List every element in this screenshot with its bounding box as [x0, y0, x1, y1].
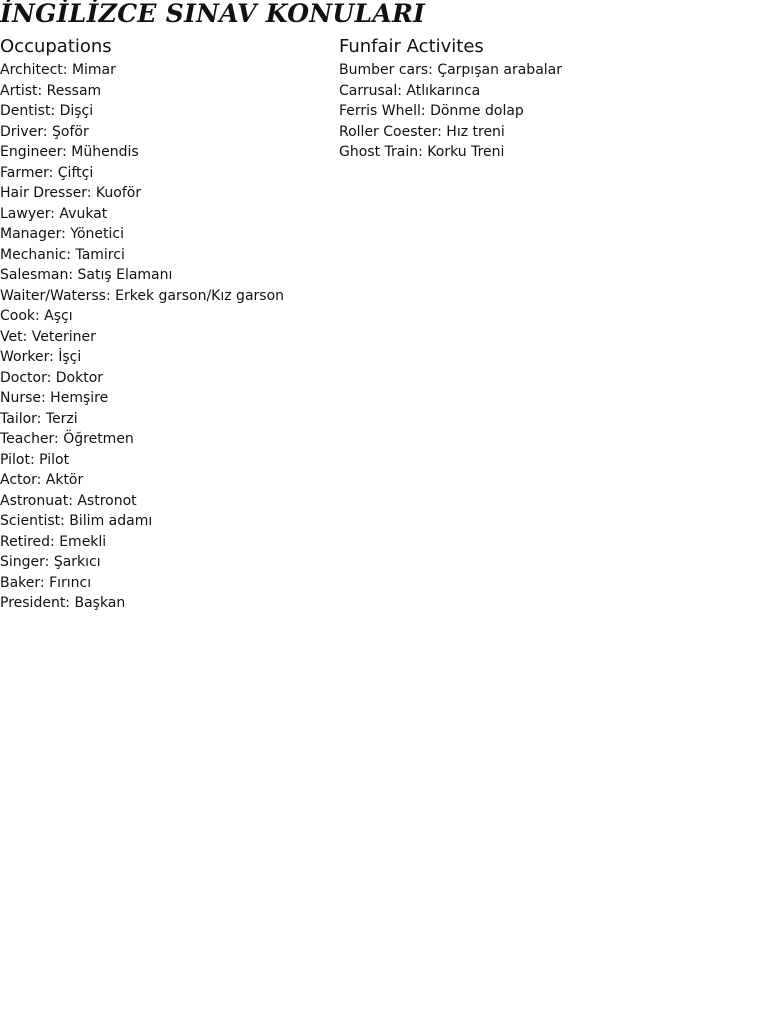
page-title: İNGİLİZCE SINAV KONULARI	[0, 0, 426, 28]
list-item: Singer: Şarkıcı	[0, 554, 101, 570]
list-item: Manager: Yönetici	[0, 226, 124, 242]
list-item: Teacher: Öğretmen	[0, 431, 134, 447]
funfair-list	[339, 60, 562, 163]
list-item: Baker: Fırıncı	[0, 574, 92, 591]
occupations-section	[0, 34, 284, 614]
list-item: Actor: Aktör	[0, 472, 84, 488]
list-item: Salesman: Satış Elamanı	[0, 267, 173, 283]
list-item: Waiter/Waterss: Erkek garson/Kız garson	[0, 287, 285, 304]
list-item: Dentist: Dişçi	[0, 103, 94, 119]
occupations-list	[0, 60, 284, 614]
list-item: Artist: Ressam	[0, 82, 102, 99]
list-item: Farmer: Çiftçi	[0, 164, 94, 181]
list-item: Retired: Emekli	[0, 533, 107, 550]
list-item: Worker: İşçi	[0, 349, 82, 365]
list-item: Hair Dresser: Kuoför	[0, 185, 142, 201]
list-item: Carrusal: Atlıkarınca	[339, 82, 481, 99]
funfair-heading: Funfair Activites	[339, 36, 484, 57]
list-item: Bumber cars: Çarpışan arabalar	[339, 62, 563, 78]
list-item: Vet: Veteriner	[0, 328, 96, 345]
list-item: Mechanic: Tamirci	[0, 246, 125, 263]
occupations-heading: Occupations	[0, 36, 112, 57]
list-item: Astronuat: Astronot	[0, 492, 137, 509]
list-item: Ferris Whell: Dönme dolap	[339, 103, 524, 119]
list-item: Lawyer: Avukat	[0, 205, 108, 222]
list-item: Pilot: Pilot	[0, 451, 70, 468]
list-item: Nurse: Hemşire	[0, 390, 109, 406]
list-item: Engineer: Mühendis	[0, 144, 139, 160]
list-item: Tailor: Terzi	[0, 410, 78, 427]
list-item: Cook: Aşçı	[0, 308, 73, 324]
list-item: Ghost Train: Korku Treni	[339, 144, 505, 160]
list-item: Roller Coester: Hız treni	[339, 123, 505, 140]
list-item: Doctor: Doktor	[0, 369, 104, 386]
list-item: Scientist: Bilim adamı	[0, 513, 153, 529]
list-item: Driver: Şoför	[0, 123, 89, 140]
funfair-section	[339, 34, 562, 163]
list-item: Architect: Mimar	[0, 62, 116, 78]
list-item: President: Başkan	[0, 595, 126, 611]
